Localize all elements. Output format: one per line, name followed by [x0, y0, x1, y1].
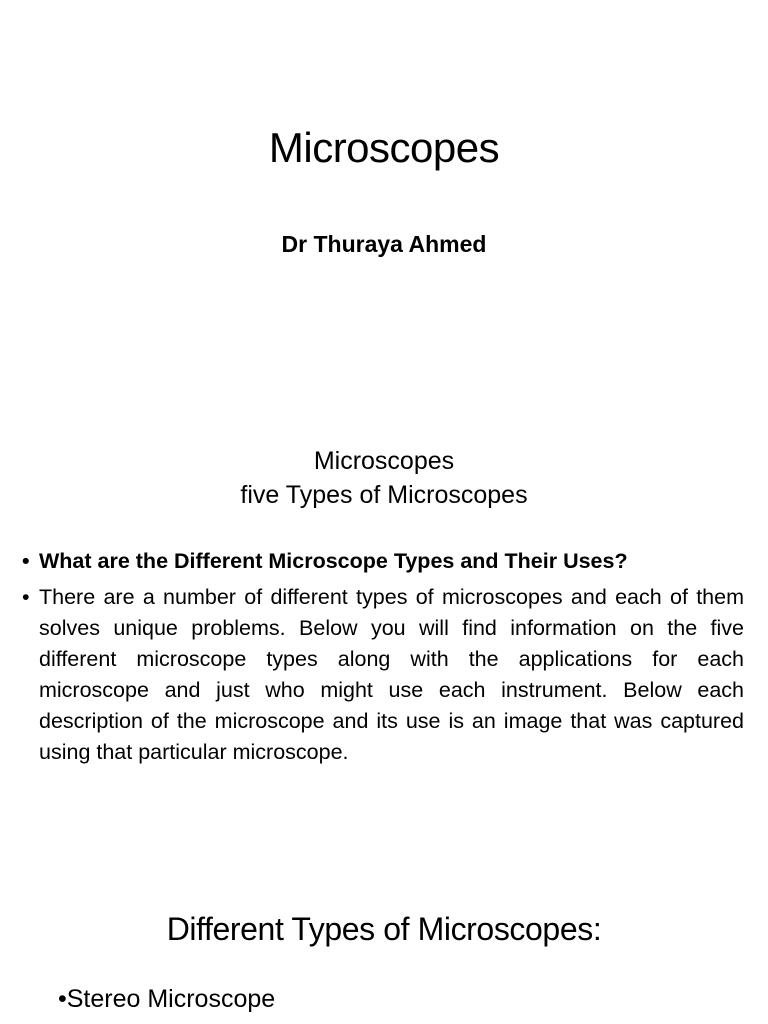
slide-different-types	[0, 860, 768, 1024]
bullet-question	[22, 546, 744, 577]
bullet-description-text: There are a number of different types of microscopes and each of them solves unique problems. Below you will find information on the five different microscope types along with the applications for each microscope and just who might use each instrument. Below each description of the microscope and its use is an image that was captured using that particular microscope.	[39, 585, 744, 764]
bullet-description	[22, 582, 744, 768]
slide-title	[0, 0, 768, 360]
slide2-heading	[0, 444, 768, 512]
slide-microscope-types	[0, 410, 768, 860]
slide3-heading: Different Types of Microscopes:	[166, 911, 602, 947]
slide3-list	[58, 982, 275, 1016]
slide2-heading-line1: Microscopes	[313, 447, 455, 475]
bullet-question-text: What are the Different Microscope Types and Their Uses?	[39, 549, 628, 573]
list-item-stereo-microscope: •Stereo Microscope	[58, 985, 276, 1013]
slide-title-heading: Microscopes	[268, 124, 500, 171]
bullet-dot: •	[22, 585, 30, 609]
slide2-heading-line2: five Types of Microscopes	[240, 481, 528, 509]
slide-author: Dr Thuraya Ahmed	[281, 231, 487, 257]
bullet-dot: •	[22, 549, 30, 573]
slide2-bullet-list	[22, 546, 744, 773]
